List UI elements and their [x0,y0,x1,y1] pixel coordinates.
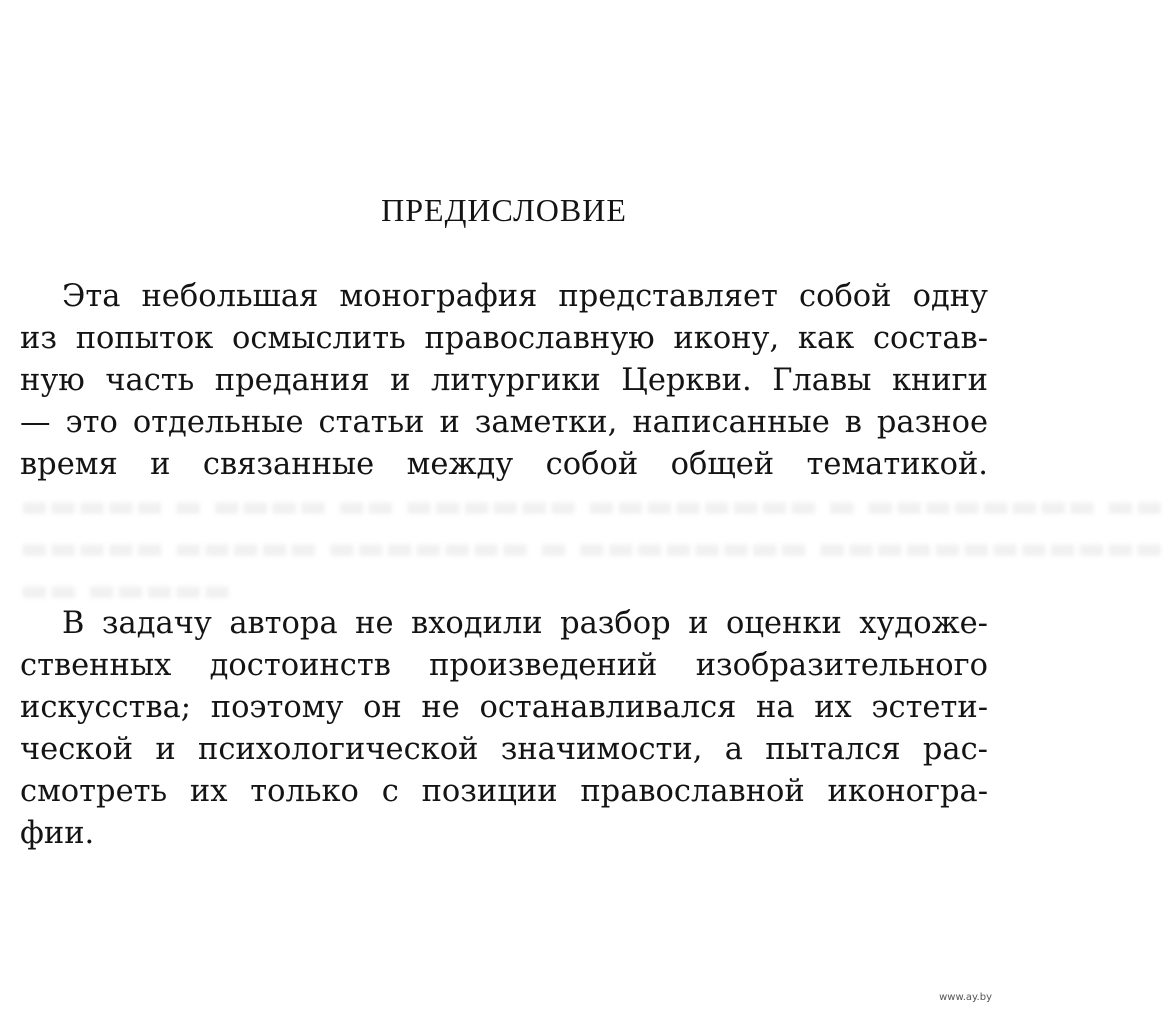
text-line: ную часть предания и литургики Церкви. Главы книги [20,363,988,398]
erased-line: ▬▬ ▬▬▬▬▬ [20,573,232,608]
erased-line: ▬▬▬▬▬ ▬ ▬▬▬▬ ▬▬ ▬▬▬▬▬▬ ▬▬▬▬▬▬▬▬ ▬ ▬▬▬▬▬▬▬▬ ▬▬ [20,489,1164,524]
page-title: ПРЕДИСЛОВИЕ [381,192,627,228]
text-line: ственных достоинств произведений изобразительного [20,648,988,683]
text-line: из попыток осмыслить православную икону, как состав- [20,321,988,356]
watermark: www.ay.by [939,992,992,1003]
text-line: время и связанные между собой общей тематикой. [20,447,988,482]
erased-line: ▬▬▬▬▬ ▬▬▬▬▬ ▬▬▬▬▬▬▬ ▬ ▬▬▬▬▬▬▬▬ ▬▬▬▬▬▬▬▬▬▬▬▬ [20,531,1164,566]
text-line: Эта небольшая монография представляет собой одну [62,279,988,314]
text-line: В задачу автора не входили разбор и оценки художе- [62,606,988,641]
text-line: ческой и психологической значимости, а пытался рас- [20,732,988,767]
text-line: — это отдельные статьи и заметки, написанные в разное [20,405,988,440]
text-line: смотреть их только с позиции православной иконогра- [20,774,988,809]
text-line: фии. [20,816,95,851]
text-line: искусства; поэтому он не останавливался на их эстети- [20,690,988,725]
